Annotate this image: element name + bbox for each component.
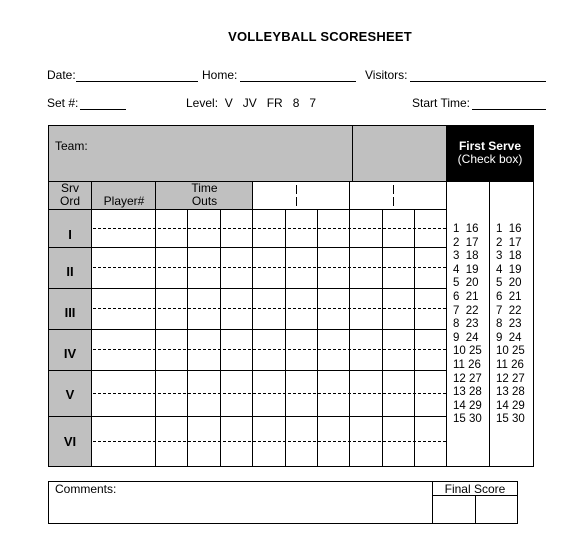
page-title: VOLLEYBALL SCORESHEET — [228, 29, 412, 44]
row-label-2: II — [66, 264, 74, 279]
row-label-1: I — [68, 227, 72, 242]
team-label: Team: — [55, 139, 88, 153]
row-label-6: VI — [63, 434, 77, 449]
row-label-5: V — [65, 387, 75, 402]
level-label: Level: V JV FR 8 7 — [186, 96, 317, 110]
score-column-home: 1 16 2 17 3 18 4 19 5 20 6 21 7 22 8 23 9 24 10 25 11 26 12 27 13 28 14 29 15 30 — [453, 223, 482, 426]
check-box-label: (Check box) — [457, 152, 523, 166]
team-score-cell[interactable] — [352, 125, 447, 182]
date-field[interactable] — [76, 81, 198, 82]
set-field[interactable] — [80, 109, 126, 110]
visitors-label: Visitors: — [365, 68, 408, 82]
set-label: Set #: — [47, 96, 79, 110]
time-outs-header: Time Outs — [191, 181, 218, 208]
score-column-visitor: 1 16 2 17 3 18 4 19 5 20 6 21 7 22 8 23 9 24 10 25 11 26 12 27 13 28 14 29 15 30 — [496, 223, 525, 426]
final-score-label: Final Score — [444, 482, 506, 496]
start-time-label: Start Time: — [412, 96, 471, 110]
home-field[interactable] — [240, 81, 356, 82]
srv-ord-header: Srv Ord — [59, 181, 80, 208]
visitors-field[interactable] — [410, 81, 546, 82]
final-score-visitor-field[interactable] — [476, 496, 518, 523]
date-label: Date: — [47, 68, 76, 82]
final-score-home-field[interactable] — [433, 496, 475, 523]
start-time-field[interactable] — [472, 109, 546, 110]
row-label-4: IV — [63, 346, 77, 361]
home-label: Home: — [202, 68, 238, 82]
comments-label: Comments: — [55, 482, 117, 496]
player-header: Player# — [103, 194, 145, 208]
first-serve-label: First Serve — [458, 139, 522, 153]
row-label-3: III — [64, 305, 76, 320]
team-cell[interactable] — [48, 125, 353, 182]
